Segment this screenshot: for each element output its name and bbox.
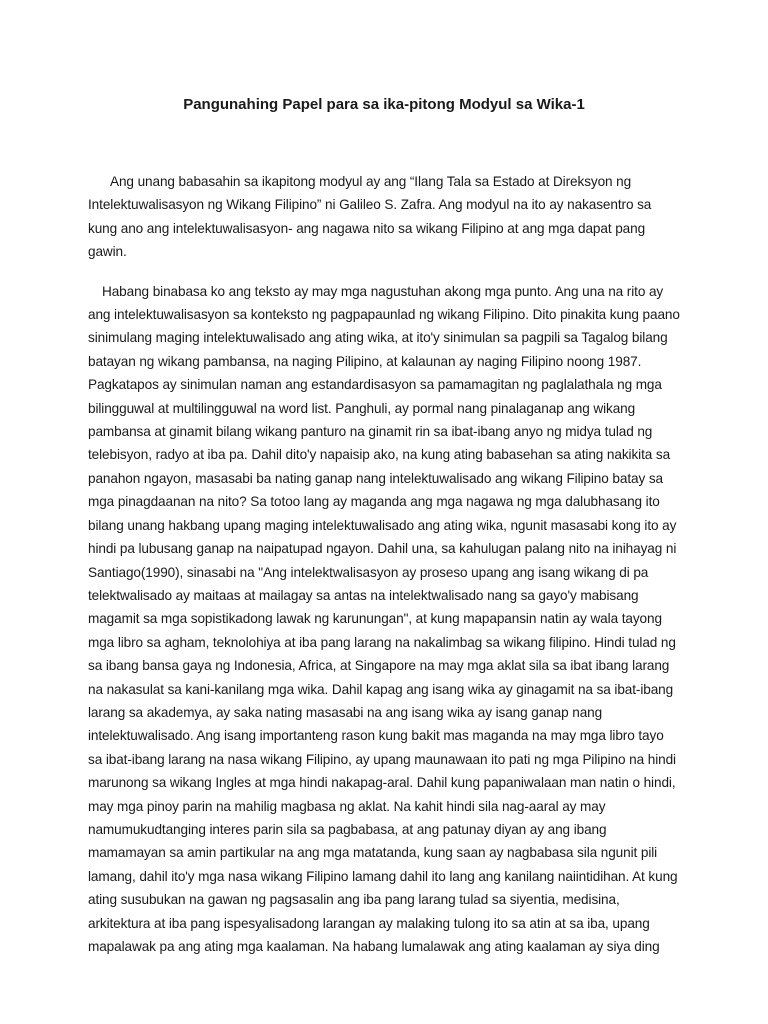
paragraph-intro: Ang unang babasahin sa ikapitong modyul ay ang “Ilang Tala sa Estado at Direksyon ng Intelektuwalisasyon ng Wikang Filipino” ni Galileo S. Zafra. Ang modyul na ito ay nakasentro sa kung ano ang intelektuwalisasyon- ang nagawa nito sa wikang Filipino at ang mga dapat pang gawin. bbox=[88, 174, 652, 260]
document-body bbox=[88, 170, 680, 974]
paragraph-discussion: Habang binabasa ko ang teksto ay may mga nagustuhan akong mga punto. Ang una na rito ay ang intelektuwalisasyon sa konteksto ng pagpapaunlad ng wikang Filipino. Dito pinakita kung paano sinimulang maging intelektuwalisado ang ating wika, at ito'y sinimulan sa pagpili sa Tagalog bilang batayan ng wikang pambansa, na naging Pilipino, at kalaunan ay naging Filipino noong 1987. Pagkatapos ay sinimulan naman ang estandardisasyon sa pamamagitan ng paglalathala ng mga bilingguwal at multilingguwal na word list. Panghuli, ay pormal nang pinalaganap ang wikang pambansa at ginamit bilang wikang panturo na ginamit rin sa ibat-ibang anyo ng midya tulad ng telebisyon, radyo at iba pa. Dahil dito'y napaisip ako, na kung ating babasehan sa ating nakikita sa panahon ngayon, masasabi ba nating ganap nang intelektuwalisado ang wikang Filipino batay sa mga pinagdaanan na nito? Sa totoo lang ay maganda ang mga nagawa ng mga dalubhasang ito bilang unang hakbang upang maging intelektuwalisado ang ating wika, ngunit masasabi kong ito ay hindi pa lubusang ganap na naipatupad ngayon. Dahil una, sa kahulugan palang nito na inihayag ni Santiago(1990), sinasabi na "Ang intelektwalisasyon ay proseso upang ang isang wikang di pa telektwalisado ay maitaas at mailagay sa antas na intelektwalisado nang sa gayo'y mabisang magamit sa mga sopistikadong lawak ng karunungan", at kung mapapansin natin ay wala tayong mga libro sa agham, teknolohiya at iba pang larang na nakalimbag sa wikang filipino. Hindi tulad ng sa ibang bansa gaya ng Indonesia, Africa, at Singapore na may mga aklat sila sa ibat ibang larang na nakasulat sa kani-kanilang mga wika. Dahil kapag ang isang wika ay ginagamit na sa ibat-ibang larang sa akademya, ay saka nating masasabi na ang isang wika ay isang ganap nang intelektuwalisado. Ang isang importanteng rason kung bakit mas maganda na may mga libro tayo sa ibat-ibang larang na nasa wikang Filipino, ay upang maunawaan ito pati ng mga Pilipino na hindi marunong sa wikang Ingles at mga hindi nakapag-aral. Dahil kung papaniwalaan man natin o hindi, may mga pinoy parin na mahilig magbasa ng aklat. Na kahit hindi sila nag-aaral ay may namumukudtanging interes parin sila sa pagbabasa, at ang patunay diyan ay ang ibang mamamayan sa amin partikular na ang mga matatanda, kung saan ay nagbabasa sila ngunit pili lamang, dahil ito'y mga nasa wikang Filipino lamang dahil ito lang ang kanilang naiintidihan. At kung ating susubukan na gawan ng pagsasalin ang iba pang larang tulad sa siyentia, medisina, arkitektura at iba pang ispesyalisadong larangan ay malaking tulong ito sa atin at sa iba, upang mapalawak pa ang ating mga kaalaman. Na habang lumalawak ang ating kaalaman ay siya ding bbox=[88, 283, 680, 954]
document-title: Pangunahing Papel para sa ika-pitong Modyul sa Wika-1 bbox=[183, 96, 585, 113]
